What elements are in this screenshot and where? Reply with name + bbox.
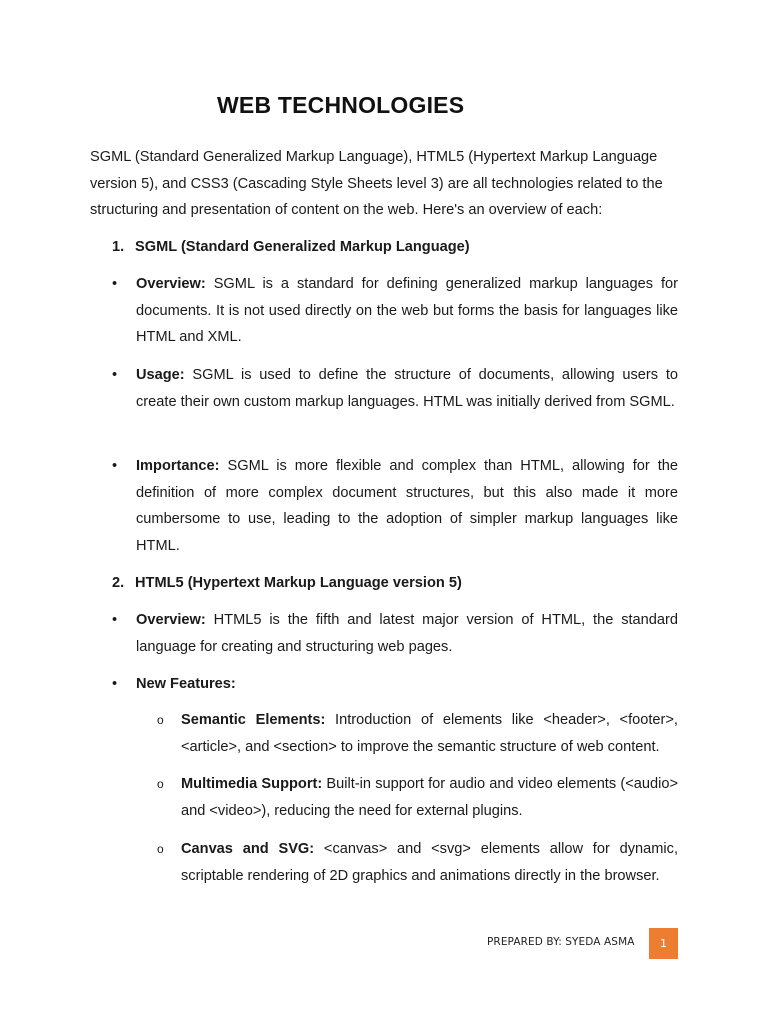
list-item <box>112 671 678 698</box>
sub-list-item <box>157 707 678 760</box>
page-title: WEB TECHNOLOGIES <box>217 92 465 118</box>
list-item <box>112 271 678 351</box>
sub-list-item <box>157 836 678 889</box>
sub-bullet-label: Semantic Elements: <box>181 712 326 728</box>
bullet-icon: • <box>112 458 118 474</box>
sub-bullet-label: Canvas and SVG: <box>181 841 315 857</box>
bullet-icon: • <box>112 676 118 692</box>
intro-paragraph: SGML (Standard Generalized Markup Language), HTML5 (Hypertext Markup Language version 5), and CSS3 (Cascading Style Sheets level 3) are all technologies related to the structuring and presentation of content on the web. Here's an overview of each: <box>90 149 663 219</box>
bullet-label: Overview: <box>136 612 206 628</box>
bullet-text: SGML is more flexible and complex than HTML, allowing for the definition of more complex document structures, but this also made it more cumbersome to use, leading to the adoption of simpler markup languages like HTML. <box>136 458 678 554</box>
bullet-label: Overview: <box>136 276 206 292</box>
section-heading-text: HTML5 (Hypertext Markup Language version 5) <box>135 575 462 591</box>
circle-bullet-icon: o <box>157 713 164 727</box>
bullet-icon: • <box>112 612 118 628</box>
bullet-label: New Features: <box>136 676 236 692</box>
bullet-icon: • <box>112 276 118 292</box>
section-heading-html5 <box>112 573 462 593</box>
bullet-label: Importance: <box>136 458 220 474</box>
bullet-text: HTML5 is the fifth and latest major version of HTML, the standard language for creating and structuring web pages. <box>136 612 678 655</box>
list-item <box>112 453 678 559</box>
sub-list-item <box>157 771 678 824</box>
sub-bullet-label: Multimedia Support: <box>181 776 323 792</box>
circle-bullet-icon: o <box>157 842 164 856</box>
bullet-icon: • <box>112 367 118 383</box>
page-number-badge: 1 <box>649 928 678 959</box>
section-heading-sgml <box>112 237 470 257</box>
bullet-text: SGML is used to define the structure of documents, allowing users to create their own custom markup languages. HTML was initially derived from SGML. <box>136 367 678 410</box>
list-item <box>112 362 678 415</box>
section-number: 1. <box>112 239 125 255</box>
bullet-text: SGML is a standard for defining generalized markup languages for documents. It is not used directly on the web but forms the basis for languages like HTML and XML. <box>136 276 678 346</box>
circle-bullet-icon: o <box>157 777 164 791</box>
sub-bullet-text: Introduction of elements like <header>, <footer>, <article>, and <section> to improve the semantic structure of web content. <box>181 712 678 755</box>
section-number: 2. <box>112 575 125 591</box>
list-item <box>112 607 678 660</box>
section-heading-text: SGML (Standard Generalized Markup Language) <box>135 239 470 255</box>
sub-bullet-text: <canvas> and <svg> elements allow for dynamic, scriptable rendering of 2D graphics and animations directly in the browser. <box>181 841 679 884</box>
footer-prepared-by: PREPARED BY: SYEDA ASMA <box>487 936 635 948</box>
bullet-label: Usage: <box>136 367 185 383</box>
sub-bullet-text: Built-in support for audio and video elements (<audio> and <video>), reducing the need for external plugins. <box>181 776 678 819</box>
